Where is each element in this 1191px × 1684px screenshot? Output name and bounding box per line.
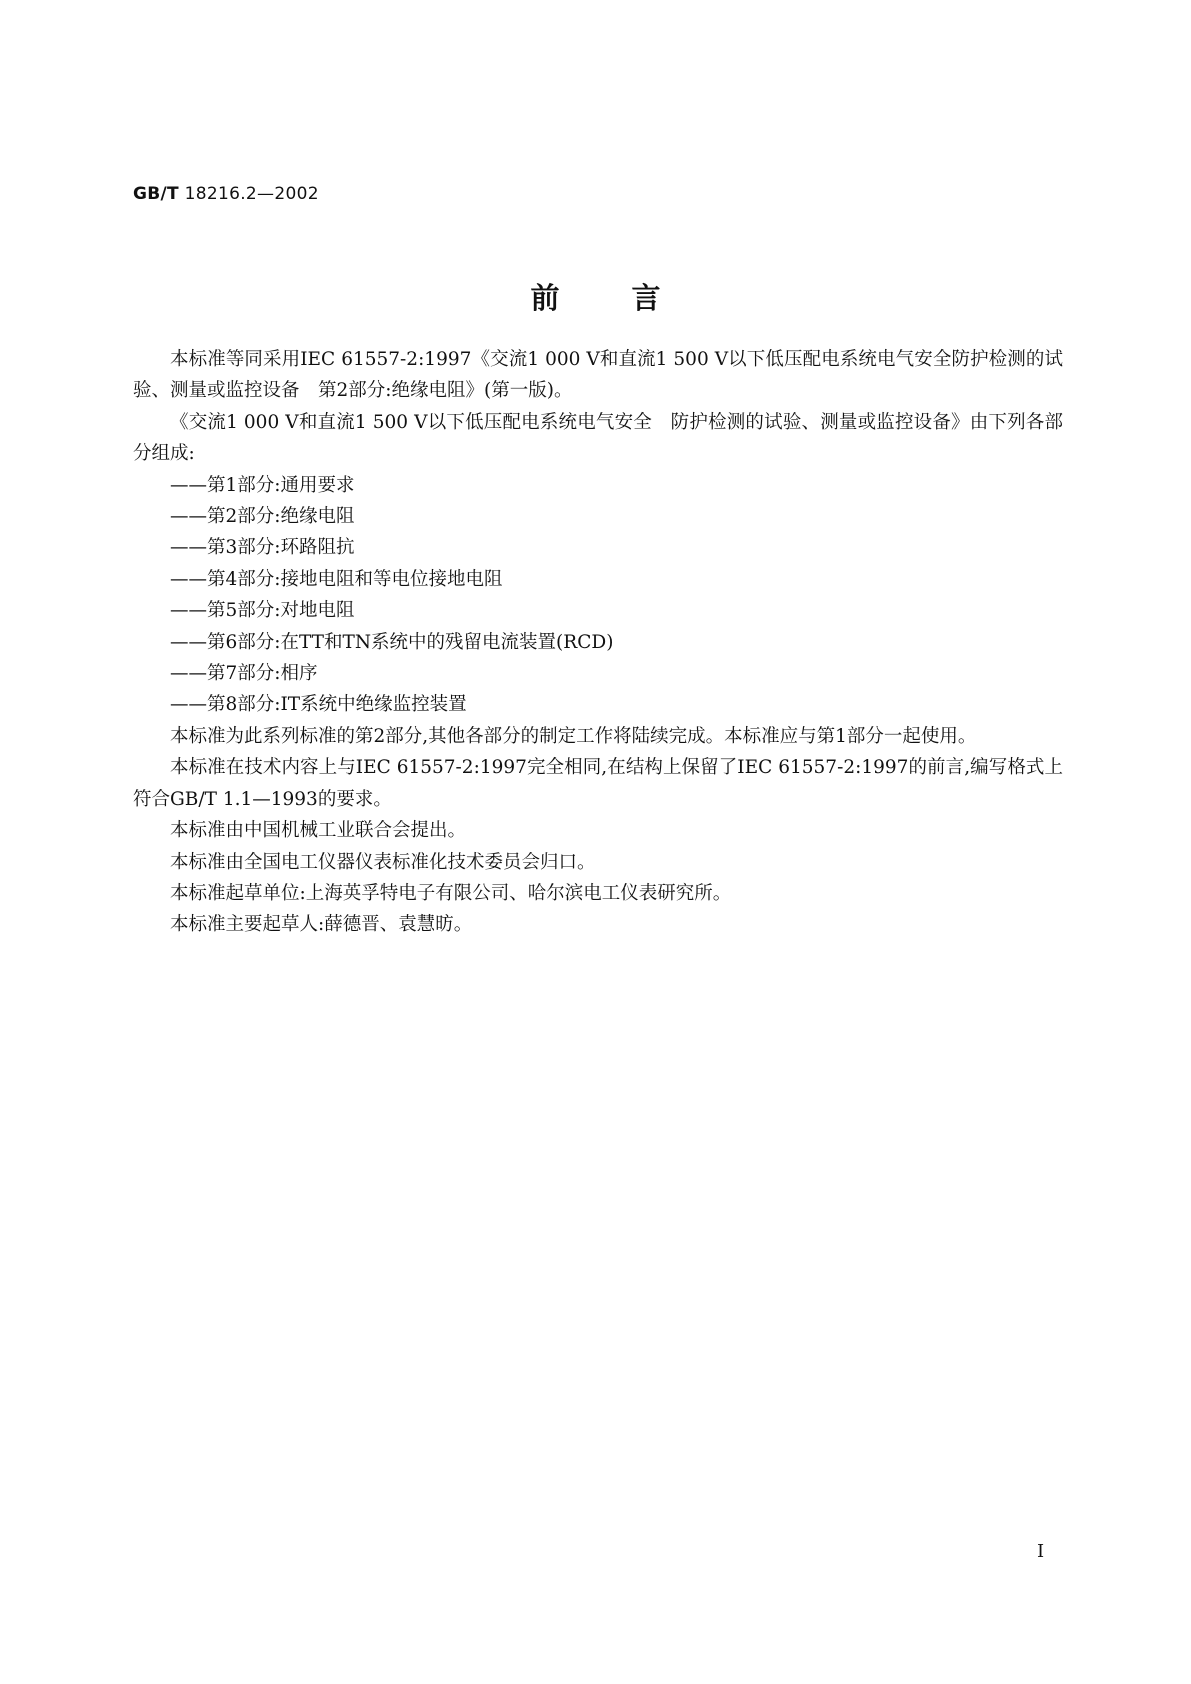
list-item-part-8: ——第8部分:IT系统中绝缘监控装置 — [170, 694, 467, 716]
list-item-part-7: ——第7部分:相序 — [170, 663, 318, 685]
page-number: I — [1037, 1541, 1045, 1562]
foreword-body — [133, 344, 1063, 941]
paragraph-committee: 本标准由全国电工仪器仪表标准化技术委员会归口。 — [170, 851, 596, 873]
standard-code — [133, 184, 319, 204]
paragraph-proposer: 本标准由中国机械工业联合会提出。 — [170, 820, 467, 842]
paragraph-adoption: 本标准等同采用IEC 61557-2:1997《交流1 000 V和直流1 500 V以下低压配电系统电气安全防护检测的试验、测量或监控设备 第2部分:绝缘电阻》(第一版)。 — [133, 349, 1063, 402]
list-item-part-3: ——第3部分:环路阻抗 — [170, 537, 355, 559]
list-item-part-1: ——第1部分:通用要求 — [170, 474, 355, 496]
list-item-part-4: ——第4部分:接地电阻和等电位接地电阻 — [170, 568, 503, 590]
standard-number: 18216.2—2002 — [184, 184, 319, 204]
paragraph-series-status: 本标准为此系列标准的第2部分,其他各部分的制定工作将陆续完成。本标准应与第1部分一起使用。 — [170, 725, 977, 747]
list-item-part-5: ——第5部分:对地电阻 — [170, 600, 355, 622]
list-item-part-2: ——第2部分:绝缘电阻 — [170, 506, 355, 528]
paragraph-series-intro: 《交流1 000 V和直流1 500 V以下低压配电系统电气安全 防护检测的试验、测量或监控设备》由下列各部分组成: — [133, 411, 1063, 465]
page-title: 前言 — [530, 281, 733, 315]
paragraph-drafters: 本标准主要起草人:薛德晋、袁慧昉。 — [170, 914, 473, 936]
paragraph-drafting-units: 本标准起草单位:上海英孚特电子有限公司、哈尔滨电工仪表研究所。 — [170, 882, 732, 904]
standard-prefix: GB/T — [133, 184, 179, 204]
list-item-part-6: ——第6部分:在TT和TN系统中的残留电流装置(RCD) — [170, 631, 614, 653]
paragraph-technical-equivalence: 本标准在技术内容上与IEC 61557-2:1997完全相同,在结构上保留了IEC 61557-2:1997的前言,编写格式上符合GB/T 1.1—1993的要求。 — [133, 757, 1063, 810]
